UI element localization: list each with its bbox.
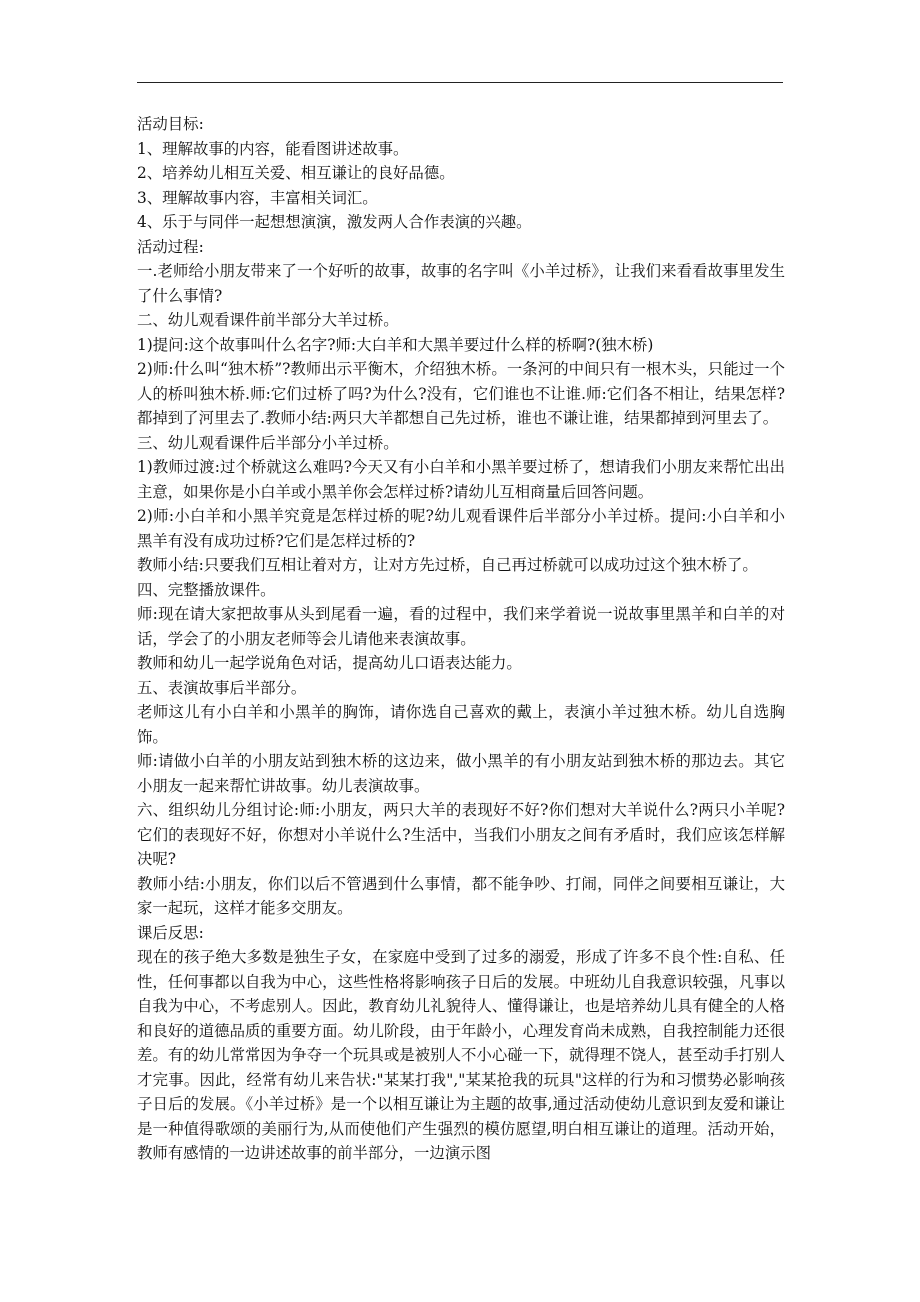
section-heading-process: 活动过程: (137, 237, 204, 256)
process-step-3-heading: 三、幼儿观看课件后半部分小羊过桥。 (137, 433, 399, 452)
process-step-2-item-2: 2)师:什么叫“独木桥”?教师出示平衡木，介绍独木桥。一条河的中间只有一根木头，只能过一个人的桥叫独木桥.师:它们过桥了吗?为什么?没有，它们谁也不让谁.师:它们各不相让，结果怎样?都掉到了河里去了.教师小结:两只大羊都想自己先过桥，谁也不谦让谁，结果都掉到河里去了。 (137, 360, 785, 427)
document-body (137, 112, 785, 1166)
process-step-2-heading: 二、幼儿观看课件前半部分大羊过桥。 (137, 311, 399, 329)
section-heading-reflection: 课后反思: (137, 923, 204, 942)
goal-item-2: 2、培养幼儿相互关爱、相互谦让的良好品德。 (137, 164, 455, 182)
process-step-6: 六、组织幼儿分组讨论:师:小朋友，两只大羊的表现好不好?你们想对大羊说什么?两只小羊呢?它们的表现好不好，你想对小羊说什么?生活中，当我们小朋友之间有矛盾时，我们应该怎样解决呢? (137, 801, 785, 868)
process-step-3-item-2: 2)师:小白羊和小黑羊究竟是怎样过桥的呢?幼儿观看课件后半部分小羊过桥。提问:小白羊和小黑羊有没有成功过桥?它们是怎样过桥的? (137, 507, 785, 550)
process-step-6-summary: 教师小结:小朋友，你们以后不管遇到什么事情，都不能争吵、打闹，同伴之间要相互谦让，大家一起玩，这样才能多交朋友。 (137, 874, 785, 917)
goal-item-4: 4、乐于与同伴一起想想演演，激发两人合作表演的兴趣。 (137, 213, 532, 231)
process-step-5-item-1: 老师这儿有小白羊和小黑羊的胸饰，请你选自己喜欢的戴上，表演小羊过独木桥。幼儿自选胸饰。 (137, 703, 785, 746)
process-step-1: 一.老师给小朋友带来了一个好听的故事，故事的名字叫《小羊过桥》，让我们来看看故事里发生了什么事情? (137, 262, 785, 305)
process-step-3-summary: 教师小结:只要我们互相让着对方，让对方先过桥，自己再过桥就可以成功过这个独木桥了。 (137, 556, 758, 574)
process-step-3-item-1: 1)教师过渡:过个桥就这么难吗?今天又有小白羊和小黑羊要过桥了，想请我们小朋友来帮忙出出主意，如果你是小白羊或小黑羊你会怎样过桥?请幼儿互相商量后回答问题。 (137, 458, 785, 501)
process-step-4-heading: 四、完整播放课件。 (137, 580, 276, 599)
goal-item-1: 1、理解故事的内容，能看图讲述故事。 (137, 139, 409, 158)
process-step-2-item-1: 1)提问:这个故事叫什么名字?师:大白羊和大黑羊要过什么样的桥啊?(独木桥) (137, 335, 654, 354)
section-heading-goals: 活动目标: (137, 115, 204, 133)
process-step-5-item-2: 师:请做小白羊的小朋友站到独木桥的这边来，做小黑羊的有小朋友站到独木桥的那边去。其它小朋友一起来帮忙讲故事。幼儿表演故事。 (137, 752, 785, 795)
reflection-text: 现在的孩子绝大多数是独生子女，在家庭中受到了过多的溺爱，形成了许多不良个性:自私、任性，任何事都以自我为中心，这些性格将影响孩子日后的发展。中班幼儿自我意识较强，凡事以自我为中心，不考虑别人。因此，教育幼儿礼貌待人、懂得谦让，也是培养幼儿具有健全的人格和良好的道德品质的重要方面。幼儿阶段，由于年龄小，心理发育尚未成熟，自我控制能力还很差。有的幼儿常常因为争夺一个玩具或是被别人不小心碰一下，就得理不饶人，甚至动手打别人才完事。因此，经常有幼儿来告状:"某某打我","某某抢我的玩具"这样的行为和习惯势必影响孩子日后的发展。《小羊过桥》是一个以相互谦让为主题的故事,通过活动使幼儿意识到友爱和谦让是一种值得歌颂的美丽行为,从而使他们产生强烈的模仿愿望,明白相互谦让的道理。活动开始，教师有感情的一边讲述故事的前半部分，一边演示图 (137, 948, 785, 1162)
process-step-4-item-2: 教师和幼儿一起学说角色对话，提高幼儿口语表达能力。 (137, 654, 522, 672)
goal-item-3: 3、理解故事内容，丰富相关词汇。 (137, 188, 378, 207)
process-step-4-item-1: 师:现在请大家把故事从头到尾看一遍，看的过程中，我们来学着说一说故事里黑羊和白羊的对话，学会了的小朋友老师等会儿请他来表演故事。 (137, 605, 785, 648)
header-rule (137, 82, 783, 83)
process-step-5-heading: 五、表演故事后半部分。 (137, 678, 307, 697)
